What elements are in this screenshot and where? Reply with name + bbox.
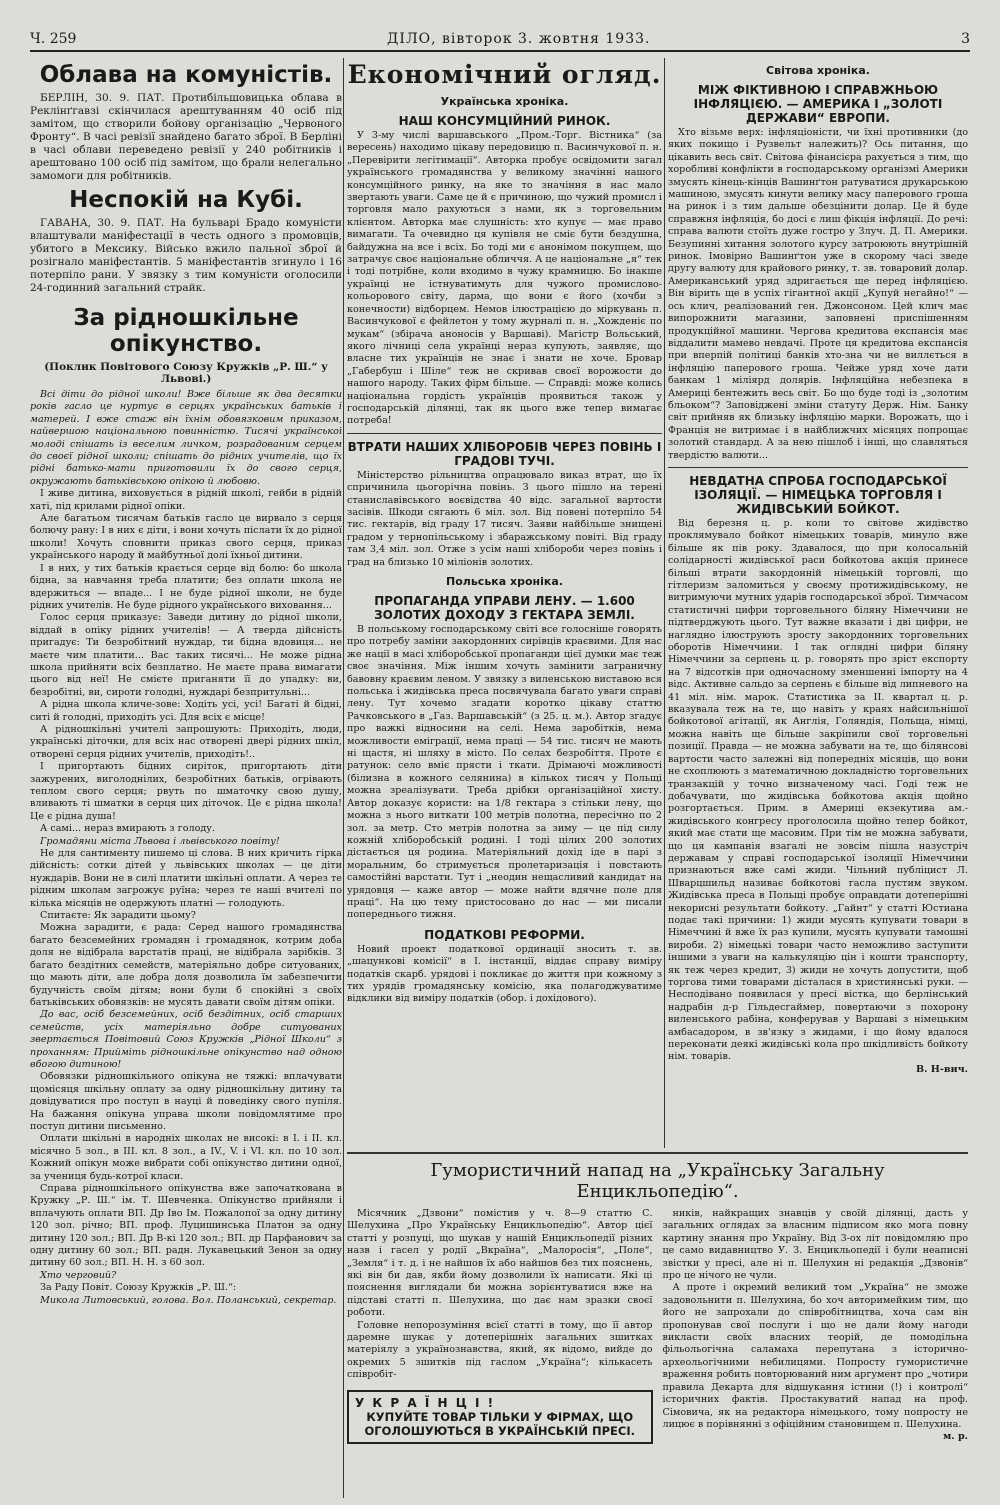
paragraph: У 3-му числі варшавського „Пром.-Торг. Вістника“ (за вересень) находимо цікаву передовицю п. Васинчукової п. н. „Перевірити легітимації“. Авторка пробує освідомити загал українського громадянства у великому значінні нашого консумційного ринку, на яке то значіння в нас мало звертають уваги. Саме це й є причиною, що чужий промисл і торговля мало рахуються з нами, як з торговельним клієнтом. Авторка має слушність: хто купує — має право вимагати. Та очевидно ця купівля не сміє бути бездушна, байдужна на все і всіх. Бо тоді ми є анонімом покупцем, що затрачує своє національне обличчя. А це національне „я“ тек і тоді потрібне, коли входимо в чужу крамницю. Бо інакше українці не істнуватимуть для чужого промислово-кольорового світу, дарма, що вони є його (хочби з конечности) відборцем. Немов ілюстрацією до міркувань п. Васинчукової є фейлетон у тому журналі п. н. „Хожденіє по мукам“ (збірача аноносів у Варшаві). Магістр Вольський, якого лічниці села українці нераз купують, заявляє, що власне тих українців не знає і знати не хоче. Бровар „Габербуш і Шіле“ теж не скривав своєї ворожости до нашого народу. Таких фірм більше. — Справді: може колись національна гордість українців проявиться також у господарській ділянці, так як цього вже тепер вимагає потреба!	[347, 130, 662, 427]
bottom-columns	[347, 1208, 968, 1444]
bottom-article	[347, 1152, 968, 1499]
article-school-subtitle: (Поклик Повітового Союзу Кружків „Р. Ш.“ у Львові.)	[44, 361, 328, 385]
headline-consumer-market: НАШ КОНСУМЦІЙНИЙ РИНОК.	[398, 114, 611, 128]
paragraph: Але багатьом тисячам батьків гасло це вирвало з серця болючу рану: І в них є діти, і вони хочуть післати їх до рідної школи! Хочуть сповнити приказ свого серця, приказ українського народу й майбутньої долі їхньої дитини.	[30, 513, 342, 562]
ad-heading: У К Р А Ї Н Ц І !	[355, 1395, 496, 1410]
paragraph: Всі діти до рідної школи! Вже більше як два десятки років гасло це нуртує в серцях українських батьків і матерей. І вже стаж він їхнім обовязковим приказом, найвершою національною повинністю. Тисячі української молоді спішать із веселим личком, розрадованим серцем до своєї рідної школи; спішать до рідних учителів, що їх рідні батько-мати приготовили їх до свого серця, окружають батьківською опікою й любовю.	[30, 389, 342, 487]
issue-number: Ч. 259	[30, 31, 77, 47]
headline-inflation: МІЖ ФІКТИВНОЮ І СПРАВЖНЬОЮ ІНФЛЯЦІЄЮ. — АМЕРИКА І „ЗОЛОТІ ДЕРЖАВИ“ ЕВРОПИ.	[693, 83, 943, 125]
column-divider	[343, 58, 344, 1498]
section-ukrainian-chronicle: Українська хроніка.	[440, 95, 569, 108]
paragraph: А рідна школа кличе-зове: Ходіть усі, усі! Багаті й бідні, ситі й голодні, приходіть усі. Для всіх є місце!	[30, 699, 342, 723]
signature-names: Микола Литовський, голова. Вол. Поланський, секретар.	[40, 1294, 337, 1306]
page-number: 3	[961, 31, 970, 47]
headline-tax-reforms: ПОДАТКОВІ РЕФОРМИ.	[424, 927, 585, 942]
paragraph: До вас, осіб безсемейних, осіб бездітних, осіб старших семейств, усіх матеріяльно добре ситуованих звертається Повітовий Союз Кружків „Рідної Школи“ з проханням: Прийміть рідношкільне опікунство над одною вбогою дитиною!	[30, 1009, 342, 1070]
advertisement-box	[347, 1390, 653, 1444]
bottom-column-right	[663, 1208, 969, 1444]
bottom-column-left	[347, 1208, 653, 1444]
paragraph: Справа рідношкільного опікунства вже започаткована в Кружку „Р. Ш.“ ім. Т. Шевченка. Опікунство прийняли і вплачують оплати ВП. Др Іво Ім. Пожалопої за одну дитину 120 зол. річно; ВП. проф. Луцишинська Платон за одну дитину 120 зол.; ВП. Др В-кі 120 зол.; ВП. др Парфанович за одну дитину 60 зол.; ВП. радн. Лукавецький Зенон за одну дитину 60 зол.; ВП. Н. Н. з 60 зол.	[30, 1183, 342, 1269]
paragraph: А самі... нераз вмирають з голоду.	[40, 823, 215, 835]
paragraph: Голос серця приказує: Заведи дитину до рідної школи, віддай в опіку рідних учителів! — А тверда дійсність пригадує: Ти безробітний нуждар, ти бідна вдовиця... не маєте чим платити... Вас таких тисячі... Не може рідна школа прийняти всіх безплатно. Не маєте права вимагати цього від неї! Не смієте приганяти її до упадку: ви, безробітні, ви, сироти голодні, нуждарі безпритульні...	[30, 612, 342, 698]
divider	[668, 467, 968, 468]
column-left	[30, 58, 342, 1488]
divider	[347, 433, 662, 434]
masthead-date: ДІЛО, вівторок 3. жовтня 1933.	[387, 31, 651, 47]
column-middle	[347, 58, 662, 1148]
section-title-economic-review: Економічний огляд.	[347, 60, 662, 89]
column-right	[668, 58, 968, 1148]
article-signature: м. р.	[942, 1431, 968, 1443]
section-polish-chronicle: Польська хроніка.	[446, 575, 563, 588]
column-divider	[664, 58, 665, 1148]
paragraph: Головне непорозуміння всієї статті в тому, що її автор даремне шукає у дотеперішніх загальних зшитках матеріялу з українознавства, який, як відомо, вийде до окремих 5 зшитків під гаслом „Україна“; кількасеть співробіт-	[347, 1319, 653, 1381]
ad-text: КУПУЙТЕ ТОВАР ТІЛЬКИ У ФІРМАХ, ЩО ОГОЛОШУЮТЬСЯ В УКРАЇНСЬКІЙ ПРЕСІ.	[364, 1409, 635, 1438]
paragraph: Можна зарадити, є рада: Серед нашого громадянства багато безсемейних громадян і громадянок, котрим доба доля не відібрала варстатів праці, не відібрала зарібків. З багато бездітних семейств, матеріяльно добре ситуованих, що мають діти, але добра доля дозволила їм забезпечити будучність своїм дітям; вони були б спокійні з своїх батьківських обовязків: не мусять давати своїм дітям опіки.	[30, 922, 342, 1008]
headline-farmer-losses: ВТРАТИ НАШИХ ХЛІБОРОБІВ ЧЕРЕЗ ПОВІНЬ І ГРАДОВІ ТУЧІ.	[347, 439, 662, 468]
signature-line: За Раду Повіт. Союзу Кружків „Р. Ш.“:	[40, 1282, 237, 1294]
headline-cuba: Неспокій на Кубі.	[69, 187, 303, 213]
article-cuba-body: ГАВАНА, 30. 9. ПАТ. На бульварі Брадо комуністи влаштували маніфестації в честь одного з промовців, убитого в Мексику. Військо вжило пальної зброї й розігнало маніфестантів. 5 маніфестантів згинуло і 16 потерпіло рани. У звязку з тим комуністи оголосили 24-годинний загальний страйк.	[30, 217, 342, 294]
headline-raid: Облава на комуністів.	[39, 62, 333, 88]
paragraph: Хто черговий?	[40, 1269, 117, 1281]
paragraph: Оплати шкільні в народніх школах не високі: в I. і II. кл. місячно 5 зол., в III. кл. 8 зол., а IV., V. і VI. кл. по 10 зол. Кожний опікун може вибрати собі опікунство дитини одної, за учениця будь-котрої класи.	[30, 1133, 342, 1182]
paragraph: Міністерство рільництва опрацювало виказ втрат, що їх спричинила цьогорічна повінь. З цього пішло на терені станиславівського воєвідства 40 відс. загальної вартости засівів. Шкоди сягають 6 міл. зол. Від повені потерпіло 54 тис. гектарів, від граду 17 тисяч. Заяви найбільше знищені градом у тернопільському і збаражському повіті. Від граду там 3,4 міл. зол. Отже з усім наші хлібороби через повінь і град на близько 10 міліонів золотих.	[347, 469, 662, 568]
paragraph: А рідношкільні учителі запрошують: Приходіть, люди, українські діточки, для всіх нас отворені двері рідних шкіл, отворені серця рідних учителів, приходіть!..	[30, 723, 342, 760]
paragraph: Не для сантименту пишемо ці слова. В них кричить гірка дійсність: сотки дітей у львівських школах — це діти нуждарів. Вони не в силі платити шкільні оплати. А через те рідним школам загрожує руїна; через те наші вчителі по кілька місяців не одержують платні — голодують.	[30, 848, 342, 909]
page-header	[30, 28, 970, 52]
paragraph: А проте і окремий великий том „Україна“ не зможе задовольнити п. Шелухина, бо хоч авторимейким тим, що його не запрохали до співробітництва, хоча сам він пропонував свої послуги і що не дали йому нагоди викласти своїх власних теорій, де помодільна фільольогічна саламаха перепутана з історично-археольогічними небилицями. Попросту гумористичне враження робить повторюваний ним аргумент про „чотири правила Декарта для відшукання істини (!) і контролі“ історичних фактів. Простакуватий напад на проф. Сімовича, як на редактора німецького, тому попросту не лицює в порівнянні з офіційним становищем п. Шелухина.	[662, 1282, 968, 1430]
headline-school-care: За рідношкільне опікунство.	[73, 305, 299, 357]
article-signature: В. Н-вич.	[916, 1063, 968, 1075]
paragraph: Від березня ц. р. коли то світове жидівство проклямувало бойкот німецьких товарів, минуло вже більше як пів року. Здавалося, що при колосальній солідарності жидівської раси бойкотова акція принесе більші втрати закордонній німецькій торговлі, що гітлеризм заломиться у своєму протижидівському, не витримуючи мутних ударів господарської зброї. Тимчасом статистичні цифри торговельного біляну Німеччини не підтверджують цього. Тут важне вказати і дві цифри, не наглядно ілюструють зросту закордонних торговельних оборотів Німеччини. І так оглядні цифри біляну Німеччини за серпень ц. р. говорять про зріст експорту на 7 відсотків при одночасному зменшенні імпорту на 4 відс. Активне сальдо за серпень є більше від липневого на 41 міл. нім. марок. Статистика за ІІ. квартал ц. р. вказувала теж на те, що навіть у краях найсильнішої бойкотової агітації, як Англія, Голяндія, Польща, німці, можна навіть ще більше закріпили свої торговельні позиції. Правда — не можна забувати на те, що білянсові вартости часто залежні від попередніх місяців, що вони не схоплюють з математичною докладністю торговельних транзакцій у точно визначеному часі. Годі теж не добачувати, що жидівська бойкотова акція щойно розгортається. Прим. в Америці екзекутива ам.-жидівського конгресу проголосила щойно тепер бойкот, який має стати ще масовим. При тім не можна забувати, що ця кампанія взагалі не зовсім пішла назустріч державам у справі господарської ізоляції Німеччини признаються вже самі жиди. Чільний публіцист Л. Шварцшильд називає бойкотові гасла пустим звуком. Жидівська преса в Польщі пробує оправдати дотеперішні некорисні результати бойкоту. „Гайнт“ у статті Юстиана подає такі причини: 1) жиди мусять купувати товари в Німеччині й вже їх раз купили, мусять купувати тамошні вироби. 2) німецькі товари часто неможливо заступити іншими з уваги на калькуляцію цін і кошти транспорту, як теж через кредит, 3) жиди не хочуть допустити, щоб торгова тими товарами дісталася в християнські руки. — Несподівано появилася у пресі вістка, що берлінський надрабін д-р Гільдеcгаймер, повертаючи з похорону виленського рабіна, конферував у Варшаві з німецьким амбасадором, в зв'язку з жидами, і що йому вдалося переконати деякі жидівські кола про шкідливість бойкоту нім. товарів.	[668, 517, 968, 1063]
headline-flax-propaganda: ПРОПАГАНДА УПРАВИ ЛЕНУ. — 1.600 ЗОЛОТИХ ДОХОДУ З ГЕКТАРА ЗЕМЛІ.	[374, 594, 635, 622]
paragraph: Новий проект податкової ординації зносить т. зв. „шацункові комісії“ в І. інстанції, віддає справу виміру податків скарб. урядові і покликає до життя при кожному з тих урядів громадянську комісію, яка полагоджуватиме відклики від виміру податків (обор. і дохідового).	[347, 943, 662, 1005]
article-raid-body: БЕРЛІН, 30. 9. ПАТ. Протибільшовицька облава в Реклінґгавзі скінчилася арештуванням 40 осіб під замітом, що створили бойову організацію „Червоного Фронту“. В часі ревізії знайдено багато зброї. В Берліні в часі облави переведено ревізії у 240 робітників і арештовано 100 осіб під замітом, що брали нелегально замомоги для робітників.	[30, 92, 342, 182]
paragraph: В польському господарському світі все голосніше говорять про потребу заміни закордонних сирівців краєвими. Для нас же нації в масі хліборобської пропаганди цієї думки має теж своє значіння. Між іншим хочуть замінити заграничну бавовну краєвим леном. У звязку з виленською виставою вся польська і жидівська преса посвячувала багато уваги справі лену. Тут хочемо згадати коротко цікаву статтю Рачковського в „Газ. Варшавській“ (з 25. ц. м.). Автор згадує про важкі відносини на селі. Нема заробітків, нема можливости еміграції, нема праці — 54 тис. тисяч не мають ні щастя, ні шляху в місто. По селах безробіття. Проте є ратунок: село вміє прясти і ткати. Дрімаючі можливості (білизна в кожного селянина) в кількох тисяч у Польщі можна зреалізувати. Треба дрібки організаційної хисту. Автор доказує користи: на 1/8 гектара з стільки лену, що можна з нього виткати 100 метрів полотна, пересічно по 2 зол. за метр. Сто метрів полотна за зиму — це під силу кожній хліборобській родині. І тоді цілих 200 золотих дістається ця родина. Матеріяльний дохід іде в парі з моральним, бо стримується пролетаризація і повстають самостійні варстати. Тут і „неодин нещасливий кандидат на урядовця — каже автор — може найти вдячне поле для праці“. На цю тему пристосовано до нас — ми писали попереднього тижня.	[347, 624, 662, 921]
paragraph: Обовязки рідношкільного опікуна не тяжкі: вплачувати щомісяця шкільну оплату за одну рідношкільну дитину та довідуватися про поступ в науці й поведінку свого пупіля. На бажання опікуна управа школи повідомлятиме про поступ дитини письменно.	[30, 1071, 342, 1132]
paragraph: Хто візьме верх: інфляціоністи, чи їхні противники (до яких покищо і Рузвельт належить)? Ось питання, що цікавить весь світ. Світова фінансієра рахується з тим, що хоробливі конфлікти в господарському організмі Америки змусять кінець-кінців Вашинґтон ратуватися друкарською машиною, змусять кинути велику масу паперового гроша на ринок і з тим дальше обезцінити долар. Це й буде справжня інфляція, бо досі є лиш фікція інфляції. До речі: справа валюти стоїть дуже гостро у Злуч. Д. П. Америки. Безупинні хитання золотого курсу затроюють внутрішній ринок. Імовірно Вашинґтон уже в скорому часі зведе другу валюту для крайового ринку, т. зв. товаровий долар. Американський уряд здригається ще перед інфляцією. Він вірить ще в успіх гігантної акції „Купуй негайно!“ — ось клич, реалізований ген. Джонсоном. Цей клич має випорожнити магазини, заповнені приспішенням продукційної машини. Чергова кредитова експансія має віддалити мамево невдачі. Проте ця кредитова експансія при вперпій політиці банків хто-зна чи не виллється в інфляцію паперового гроша. Чейже уряд хоче дати банкам 1 міліярд долярів. Інфляційна небезпека в Америці бентежить весь світ. Бо що буде тоді із „золотим бльоком“? Заповіджені зміни статуту Держ. Нім. Банку світ прийняв як близьку інфляцію марки. Ворожать, що і Франція не витримає і в найближчих місяцях попрощає золотий стандард. А за нею пішлоб і інші, що славляться твердістю валюти...	[668, 127, 968, 461]
paragraph: І пригортають бідних сиріток, пригортають діти зажурених, виголоднілих, безробітних батьків, огрівають теплом свого серця; рвуть по шматочку свою душу, вливають ті шматки в серця цих діточок. Це є рідна школа! Це є рідна душа!	[30, 761, 342, 822]
paragraph: І живе дитина, виховується в рідній школі, гейби в рідній хаті, під крилами рідної опіки.	[30, 488, 342, 512]
paragraph: Місячник „Дзвони“ помістив у ч. 8—9 статтю С. Шелухина „Про Українську Енцикльопедію“. Автор цієї статті у розпуці, що шукав у нашій Енцикльопедії різних назв і гасел у родії „Вкраїна“, „Малоросія“, „Поле“, „Земля“ і т. д. і не найшов їх або найшов без тих пояснень, які він би дав, якби йому дозволили їх написати. Які ці пояснення виглядали би можна зорієнтуватися вже на підставі статті п. Шелухина, що дає нам зразки своєї роботи.	[347, 1208, 653, 1319]
paragraph: І в них, у тих батьків крається серце від болю: бо школа бідна, за навчання треба платити; без оплати школа не вдержиться — впаде... І не буде рідної школи, не буде рідних учителів. Не буде рідного українського виховання...	[30, 562, 342, 611]
paragraph: ників, найкращих знавців у своїй ділянці, дасть у загальних оглядах за власним підписом яко мога повну картину знання про Україну. Від 3-ох літ повідомляю про це само видавництво У. З. Енцикльопедії і були неаписні звістки у пресі, але ні п. Шелухин ні редакція „Дзвонів“ про це нічого не чули.	[662, 1208, 968, 1282]
headline-encyclopedia: Гумористичний напад на „Українську Загальну Енцикльопедію“.	[430, 1160, 885, 1202]
headline-boycott: НЕВДАТНА СПРОБА ГОСПОДАРСЬКОЇ ІЗОЛЯЦІЇ. — НІМЕЦЬКА ТОРГОВЛЯ І ЖИДІВСЬКИЙ БОЙКОТ.	[689, 473, 947, 516]
paragraph: Громадяни міста Львова і львівського повіту!	[40, 835, 280, 847]
paragraph: Спитаєте: Як зарадити цьому?	[40, 910, 196, 922]
section-world-chronicle: Світова хроніка.	[766, 64, 870, 77]
